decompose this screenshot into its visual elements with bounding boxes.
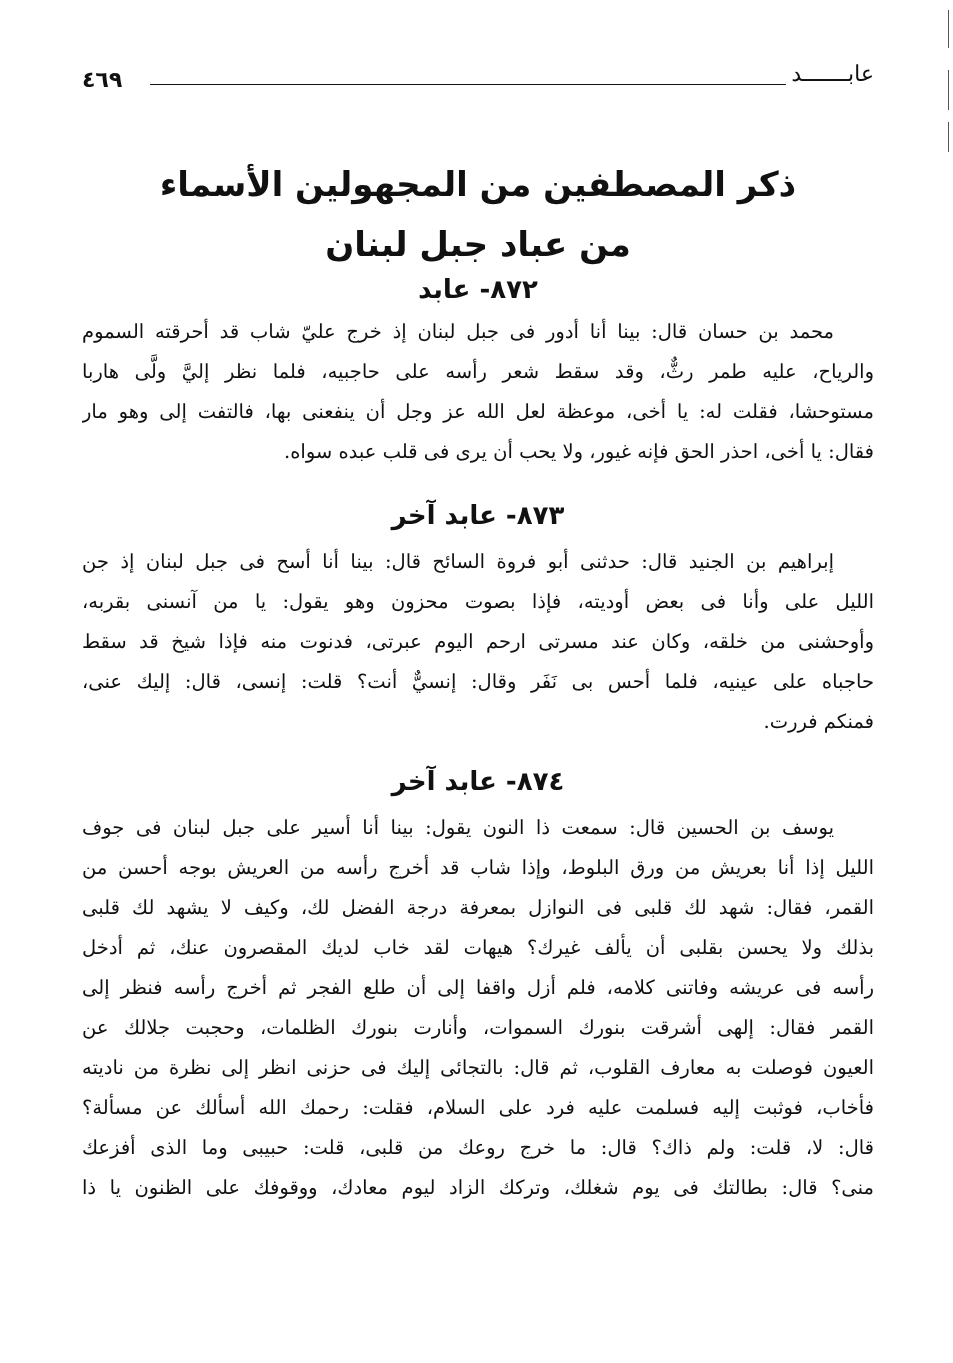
text-line: مستوحشا، فقلت له: يا أخى، موعظة لعل الله عز وجل أن ينفعنى بها، فالتفت إلى وهو مار	[82, 400, 874, 423]
page-number: ٤٦٩	[82, 68, 123, 93]
entry-heading: ٨٧٤- عابد آخر	[391, 767, 565, 797]
text-line: إبراهيم بن الجنيد قال: حدثنى أبو فروة السائح قال: بينا أنا أسح فى جبل لبنان إذ جن	[82, 550, 834, 573]
entry-heading: ٨٧٢- عابد	[418, 275, 538, 305]
text-line: وأوحشنى من خلقه، وكان عند مسرتى ارحم اليوم عبرتى، فدنوت منه فإذا شيخ قد سقط	[82, 630, 874, 653]
text-line: قال: لا، قلت: ولم ذاك؟ قال: ما خرج روعك من قلبى، قلت: حبيبى وما الذى أفزعك	[82, 1136, 874, 1159]
text-line: منى؟ قال: بطالتك فى يوم شغلك، وتركك الزاد ليوم معادك، ووقوفك على الظنون يا ذا	[82, 1176, 874, 1199]
text-line: القمر فقال: إلهى أشرقت بنورك السموات، وأنارت بنورك الظلمات، وحجبت جلالك عن	[82, 1016, 874, 1039]
margin-mark	[948, 10, 949, 48]
text-line: القمر، فقال: شهد لك قلبى فى النوازل بمعرفة درجة الفضل لك، وكيف لا يشهد لك قلبى	[82, 896, 874, 919]
text-line: بذلك ولا يحسن بقلبى أن يألف غيرك؟ هيهات لقد خاب لديك المقصرون عنك، ثم أدخل	[82, 936, 874, 959]
text-line: رأسه فى عريشه وفاتنى كلامه، فلم أزل واقفا إلى أن طلع الفجر ثم أخرج رأسه فنظر إلى	[82, 976, 874, 999]
text-line: فمنكم فررت.	[763, 710, 874, 733]
running-title: عابـــــــد	[791, 62, 874, 87]
entry-heading: ٨٧٣- عابد آخر	[391, 501, 565, 531]
entry-body	[82, 542, 874, 742]
text-line: العيون فوصلت به معارف القلوب، ثم قال: بالتجائى إليك فى حزنى انظر إلى نظرة من ناديته	[82, 1056, 874, 1079]
text-line: الليل على وأنا فى بعض أوديته، فإذا بصوت محزون وهو يقول: يا من آنسنى بقربه،	[82, 590, 874, 613]
text-line: الليل إذا أنا بعريش من ورق البلوط، وإذا شاب قد أخرج رأسه من العريش بوجه أحسن من	[82, 856, 874, 879]
text-line: حاجباه على عينيه، فلما أحس بى نَفَر وقال: إنسيٌّ أنت؟ قلت: إنسى، قال: إليك عنى،	[82, 670, 874, 693]
margin-mark	[948, 122, 949, 152]
header-rule	[150, 84, 786, 85]
text-line: والرياح، عليه طمر رثٌّ، وقد سقط شعر رأسه على حاجبيه، فلما نظر إليَّ ولَّى هاربا	[82, 360, 874, 383]
entry-body	[82, 808, 874, 1208]
text-line: محمد بن حسان قال: بينا أنا أدور فى جبل لبنان إذ خرج عليّ شاب قد أحرقته السموم	[82, 320, 834, 343]
running-header	[82, 62, 874, 102]
text-line: فقال: يا أخى، احذر الحق فإنه غيور، ولا يحب أن يرى فى قلب عبده سواه.	[284, 440, 874, 463]
text-line: يوسف بن الحسين قال: سمعت ذا النون يقول: بينا أنا أسير على جبل لبنان فى جوف	[82, 816, 834, 839]
margin-mark	[948, 70, 949, 110]
chapter-subtitle: من عباد جبل لبنان	[325, 225, 631, 265]
entry-body	[82, 312, 874, 472]
text-line: فأخاب، فوثبت إليه فسلمت عليه فرد على السلام، فقلت: رحمك الله أسألك عن مسألة؟	[82, 1096, 874, 1119]
chapter-title: ذكر المصطفين من المجهولين الأسماء	[159, 165, 797, 205]
